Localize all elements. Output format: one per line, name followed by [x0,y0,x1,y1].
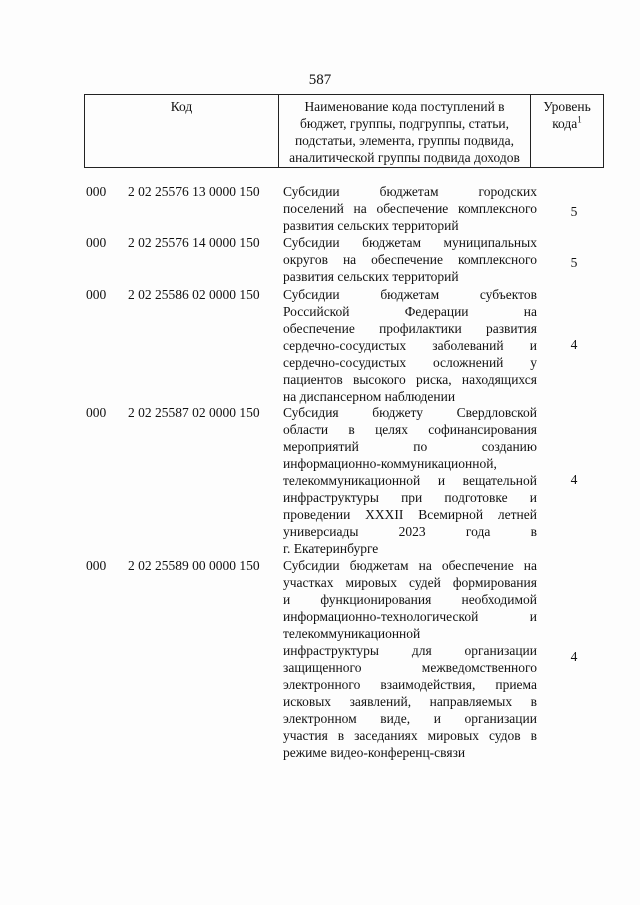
description-line: участках мировых судей формирования [283,575,537,590]
row-description [283,183,537,234]
row-admin-code: 000 [86,184,107,199]
row-level: 5 [570,204,578,219]
description-line: области в целях софинансирования [283,422,537,437]
header-level-line2: кода$^1$ [552,114,582,131]
description-line: Субсидии бюджетам на обеспечение на [283,558,537,573]
row-level: 4 [570,337,578,352]
description-line: Субсидии бюджетам муниципальных [283,235,537,250]
row-level: 4 [570,649,578,664]
description-line: исковых заявлений, направляемых в [283,694,537,709]
row-admin-code: 000 [86,287,107,302]
row-budget-code: 2 02 25576 13 0000 150 [128,184,260,199]
row-budget-code: 2 02 25589 00 0000 150 [128,558,260,573]
description-line: пациентов высокого риска, находящихся [283,372,537,387]
description-line: режиме видео-конференц-связи [283,745,466,760]
description-line: Российской Федерации на [283,304,537,319]
description-line: участия в заседаниях мировых судов в [283,728,537,743]
header-name-line: Наименование кода поступлений в [304,99,505,114]
description-line: Субсидии бюджетам городских [283,184,537,199]
header-code: Код [170,99,193,114]
table-header [84,94,604,168]
description-line: телекоммуникационной и вещательной [283,473,537,488]
description-line: инфраструктуры для организации [283,643,537,658]
header-name [278,95,531,167]
row-budget-code: 2 02 25587 02 0000 150 [128,405,260,420]
description-line: защищенного межведомственного [283,660,537,675]
row-budget-code: 2 02 25586 02 0000 150 [128,287,260,302]
row-description [283,404,537,557]
description-line: сердечно-сосудистых осложнений у [283,355,537,370]
row-admin-code: 000 [86,558,107,573]
description-line: обеспечение профилактики развития [283,321,537,336]
description-line: сердечно-сосудистых заболеваний и [283,338,537,353]
row-description [283,286,537,405]
description-line: на диспансерном наблюдении [283,389,456,404]
description-line: телекоммуникационной [283,626,421,641]
description-line: информационно-коммуникационной, [283,456,497,471]
page-number: 587 [308,72,332,88]
description-line: мероприятий по созданию [283,439,537,454]
description-line: инфраструктуры при подготовке и [283,490,537,505]
header-name-line: подстатьи, элемента, группы подвида, [294,133,515,148]
description-line: поселений на обеспечение комплексного [283,201,537,216]
row-budget-code: 2 02 25576 14 0000 150 [128,235,260,250]
description-line: электронном виде, и организации [283,711,537,726]
row-level: 5 [570,255,578,270]
row-description [283,557,537,761]
row-admin-code: 000 [86,405,107,420]
description-line: Субсидия бюджету Свердловской [283,405,537,420]
description-line: округов на обеспечение комплексного [283,252,537,267]
description-line: проведении XXXII Всемирной летней [283,507,537,522]
header-name-line: бюджет, группы, подгруппы, статьи, [300,116,509,131]
description-line: информационно-технологической и [283,609,537,624]
description-line: электронного взаимодействия, приема [283,677,537,692]
footnote-mark: 1 [577,114,582,125]
row-description [283,234,537,285]
description-line: универсиады 2023 года в [283,524,537,539]
row-admin-code: 000 [86,235,107,250]
description-line: развития сельских территорий [283,218,459,233]
description-line: Субсидии бюджетам субъектов [283,287,537,302]
header-level [531,95,603,167]
header-level-line1: Уровень [543,99,591,114]
row-level: 4 [570,472,578,487]
description-line: г. Екатеринбурге [283,541,379,556]
description-line: развития сельских территорий [283,269,459,284]
header-name-line: аналитической группы подвида доходов [289,150,520,165]
description-line: и функционирования необходимой [283,592,537,607]
